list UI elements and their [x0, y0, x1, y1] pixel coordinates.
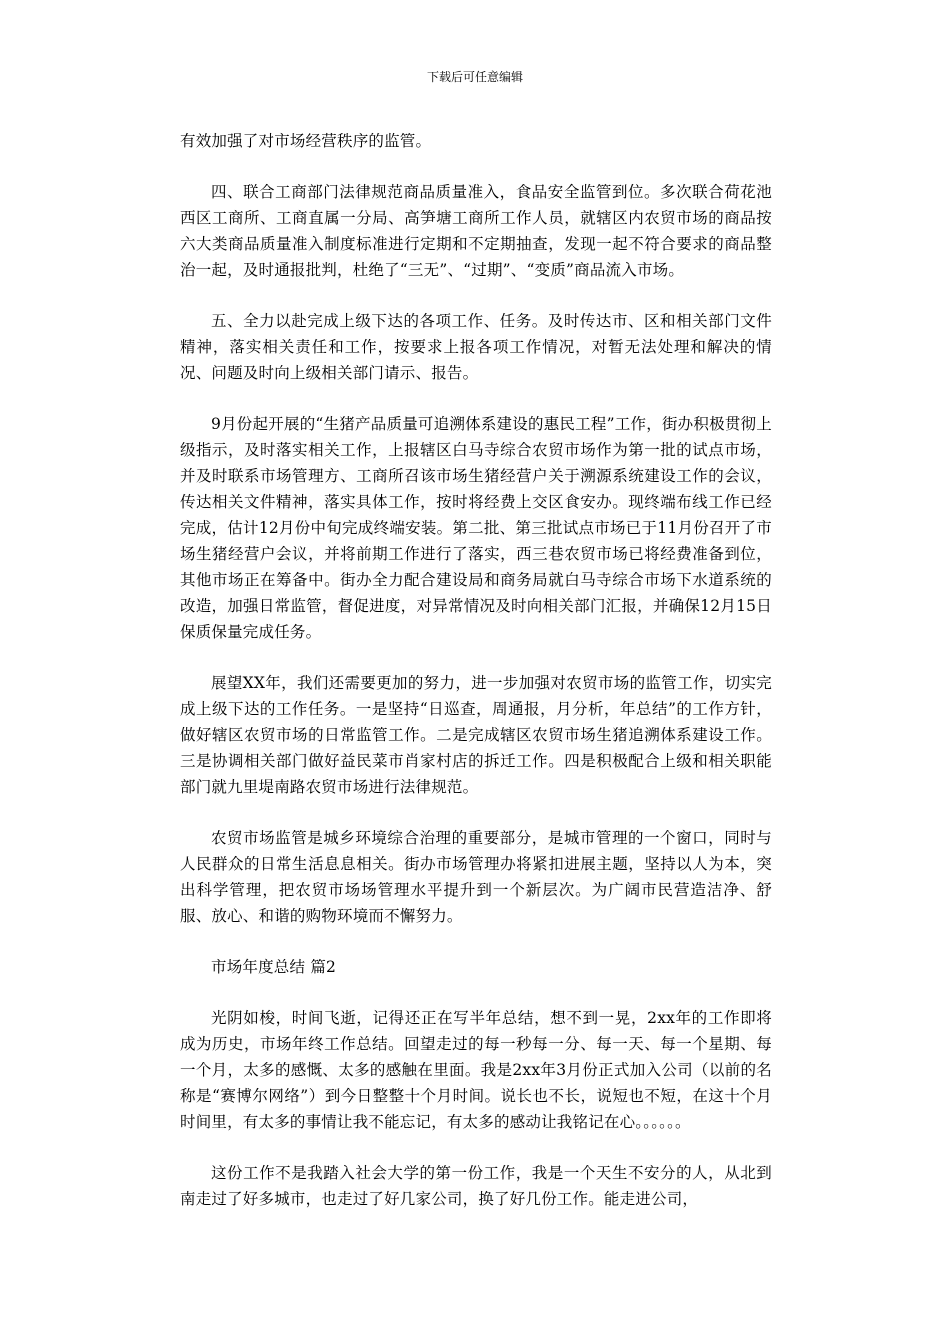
paragraph-item-five: 五、全力以赴完成上级下达的各项工作、任务。及时传达市、区和相关部门文件精神，落实相关责任和工作，按要求上报各项工作情况，对暂无法处理和解决的情况、问题及时向上级相关部门请示、报告。 — [180, 312, 772, 382]
paragraph-item-four: 四、联合工商部门法律规范商品质量准入，食品安全监管到位。多次联合荷花池西区工商所、工商直属一分局、高笋塘工商所工作人员，就辖区内农贸市场的商品按六大类商品质量准入制度标准进行定期和不定期抽查，发现一起不符合要求的商品整治一起，及时通报批判，杜绝了“三无”、“过期”、“变质”商品流入市场。 — [180, 183, 772, 279]
paragraph-continuation: 有效加强了对市场经营秩序的监管。 — [180, 132, 432, 150]
paragraph-outlook: 展望XX年，我们还需要更加的努力，进一步加强对农贸市场的监管工作，切实完成上级下达的工作任务。一是坚持“日巡查，周通报，月分析，年总结”的工作方针，做好辖区农贸市场的日常监管工作。二是完成辖区农贸市场生猪追溯体系建设工作。三是协调相关部门做好益民菜市肖家村店的拆迁工作。四是积极配合上级和相关职能部门就九里堤南路农贸市场进行法律规范。 — [180, 674, 772, 796]
document-body — [180, 128, 772, 1212]
paragraph-intro: 光阴如梭，时间飞逝，记得还正在写半年总结，想不到一晃，2xx年的工作即将成为历史，市场年终工作总结。回望走过的每一秒每一分、每一天、每一个星期、每一个月，太多的感慨、太多的感触在里面。我是2xx年3月份正式加入公司（以前的名称是“赛博尔网络”）到今日整整十个月时间。说长也不长，说短也不短，在这十个月时间里，有太多的事情让我不能忘记，有太多的感动让我铭记在心。。。。。。 — [180, 1009, 772, 1131]
section-heading: 市场年度总结 篇2 — [211, 958, 337, 976]
paragraph-background: 这份工作不是我踏入社会大学的第一份工作，我是一个天生不安分的人，从北到南走过了好多城市，也走过了好几家公司，换了好几份工作。能走进公司， — [180, 1164, 772, 1208]
paragraph-traceability: 9月份起开展的“生猪产品质量可追溯体系建设的惠民工程”工作，街办积极贯彻上级指示，及时落实相关工作，上报辖区白马寺综合农贸市场作为第一批的试点市场，并及时联系市场管理方、工商所召该市场生猪经营户关于溯源系统建设工作的会议，传达相关文件精神，落实具体工作，按时将经费上交区食安办。现终端布线工作已经完成，估计12月份中旬完成终端安装。第二批、第三批试点市场已于11月份召开了市场生猪经营户会议，并将前期工作进行了落实，西三巷农贸市场已将经费准备到位，其他市场正在筹备中。街办全力配合建设局和商务局就白马寺综合市场下水道系统的改造，加强日常监管，督促进度，对异常情况及时向相关部门汇报，并确保12月15日保质保量完成任务。 — [180, 415, 772, 641]
page-header: 下载后可任意编辑 — [426, 70, 523, 84]
paragraph-conclusion: 农贸市场监管是城乡环境综合治理的重要部分，是城市管理的一个窗口，同时与人民群众的日常生活息息相关。街办市场管理办将紧扣进展主题，坚持以人为本，突出科学管理，把农贸市场场管理水平提升到一个新层次。为广阔市民营造洁净、舒服、放心、和谐的购物环境而不懈努力。 — [180, 829, 772, 925]
